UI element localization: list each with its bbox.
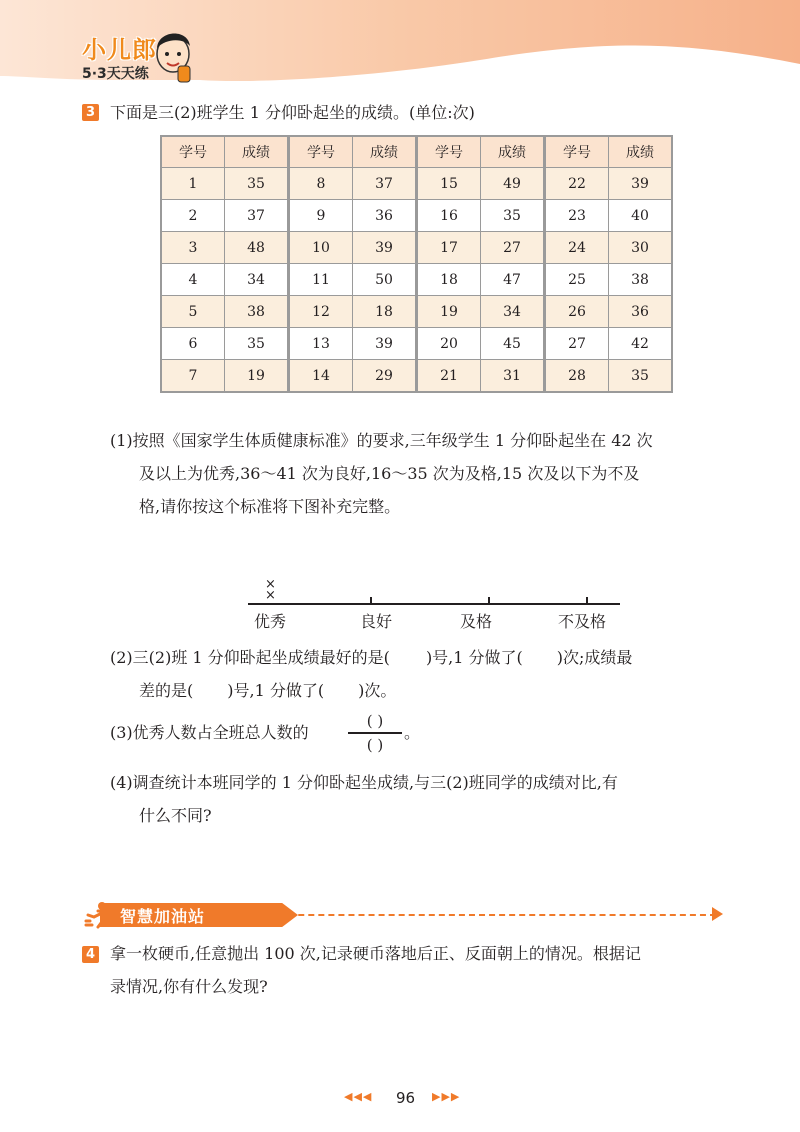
part2-text: (2)三(2)班 1 分仰卧起坐成绩最好的是( [110, 648, 390, 667]
student-id-cell: 5 [161, 296, 225, 328]
brand-logo [82, 30, 157, 83]
logo-subtitle: 5·3天天练 [82, 66, 149, 82]
score-cell: 35 [609, 360, 673, 393]
score-cell: 39 [353, 328, 417, 360]
part2-line1 [110, 641, 632, 674]
score-cell: 39 [353, 232, 417, 264]
student-id-cell: 19 [417, 296, 481, 328]
table-row [161, 328, 672, 360]
part2-text: )次;成绩最 [556, 648, 633, 667]
axis-tick [488, 597, 490, 604]
fraction-bar [348, 732, 402, 734]
fraction-denominator: ( ) [366, 735, 384, 754]
score-cell: 40 [609, 200, 673, 232]
table-header-cell: 学号 [161, 136, 225, 168]
student-id-cell: 21 [417, 360, 481, 393]
student-id-cell: 6 [161, 328, 225, 360]
student-id-cell: 22 [545, 168, 609, 200]
fraction-numerator: ( ) [366, 712, 384, 730]
answer-fraction[interactable] [348, 712, 402, 754]
part1-line1: (1)按照《国家学生体质健康标准》的要求,三年级学生 1 分仰卧起坐在 42 次 [110, 431, 653, 450]
question-4-line1: 拿一枚硬币,任意抛出 100 次,记录硬币落地后正、反面朝上的情况。根据记 [110, 944, 641, 963]
score-cell: 49 [481, 168, 545, 200]
student-id-cell: 16 [417, 200, 481, 232]
student-id-cell: 1 [161, 168, 225, 200]
table-row [161, 168, 672, 200]
axis-label-good: 良好 [360, 612, 393, 631]
student-id-cell: 3 [161, 232, 225, 264]
scores-table-body [161, 168, 672, 393]
score-cell: 42 [609, 328, 673, 360]
student-id-cell: 14 [289, 360, 353, 393]
score-cell: 27 [481, 232, 545, 264]
student-id-cell: 12 [289, 296, 353, 328]
part1-line2: 及以上为优秀,36～41 次为良好,16～35 次为及格,15 次及以下为不及 [139, 464, 640, 483]
question-4-line2: 录情况,你有什么发现? [110, 977, 268, 996]
score-cell: 38 [609, 264, 673, 296]
tally-mark: × [265, 577, 276, 592]
score-cell: 34 [225, 264, 289, 296]
student-id-cell: 13 [289, 328, 353, 360]
score-cell: 47 [481, 264, 545, 296]
score-cell: 19 [225, 360, 289, 393]
tally-mark: × [265, 588, 276, 603]
part2-text: )号,1 分做了( [425, 648, 523, 667]
table-header-cell: 成绩 [609, 136, 673, 168]
mascot-boy-icon [148, 24, 198, 86]
student-id-cell: 27 [545, 328, 609, 360]
part2-text: )次。 [358, 681, 397, 700]
table-row [161, 200, 672, 232]
table-header-row [161, 136, 672, 168]
student-id-cell: 20 [417, 328, 481, 360]
part3-text: (3)优秀人数占全班总人数的 [110, 723, 309, 742]
axis-label-excellent: 优秀 [254, 612, 287, 631]
part2-line2 [139, 674, 396, 707]
banner-label: 智慧加油站 [120, 907, 206, 926]
score-cell: 35 [481, 200, 545, 232]
question-3-number: 3 [82, 104, 99, 121]
student-id-cell: 25 [545, 264, 609, 296]
score-cell: 48 [225, 232, 289, 264]
axis-tick [586, 597, 588, 604]
student-id-cell: 2 [161, 200, 225, 232]
prev-page-arrows[interactable]: ◀◀◀ [344, 1090, 373, 1103]
student-id-cell: 8 [289, 168, 353, 200]
axis-tick [370, 597, 372, 604]
table-header-cell: 学号 [417, 136, 481, 168]
part4-line1: (4)调查统计本班同学的 1 分仰卧起坐成绩,与三(2)班同学的成绩对比,有 [110, 773, 618, 792]
question-3-prompt: 下面是三(2)班学生 1 分仰卧起坐的成绩。(单位:次) [110, 103, 475, 122]
arrow-right-icon [712, 907, 723, 921]
table-header-cell: 学号 [545, 136, 609, 168]
student-id-cell: 15 [417, 168, 481, 200]
question-4-number: 4 [82, 946, 99, 963]
score-cell: 30 [609, 232, 673, 264]
banner-dashed-line [238, 914, 716, 916]
table-header-cell: 成绩 [353, 136, 417, 168]
score-cell: 37 [353, 168, 417, 200]
part4-line2: 什么不同? [139, 806, 212, 825]
score-cell: 45 [481, 328, 545, 360]
student-id-cell: 23 [545, 200, 609, 232]
score-cell: 35 [225, 168, 289, 200]
part1-line3: 格,请你按这个标准将下图补充完整。 [139, 497, 401, 516]
score-cell: 34 [481, 296, 545, 328]
axis-label-pass: 及格 [460, 612, 493, 631]
student-id-cell: 7 [161, 360, 225, 393]
student-id-cell: 26 [545, 296, 609, 328]
part2-text: 差的是( [139, 681, 194, 700]
student-id-cell: 4 [161, 264, 225, 296]
scores-table [160, 135, 673, 393]
table-header-cell: 成绩 [481, 136, 545, 168]
running-figure-icon [84, 901, 114, 929]
table-header-cell: 成绩 [225, 136, 289, 168]
score-cell: 36 [609, 296, 673, 328]
table-row [161, 264, 672, 296]
score-cell: 18 [353, 296, 417, 328]
table-row [161, 296, 672, 328]
axis-label-fail: 不及格 [558, 612, 607, 631]
student-id-cell: 24 [545, 232, 609, 264]
score-cell: 31 [481, 360, 545, 393]
student-id-cell: 11 [289, 264, 353, 296]
student-id-cell: 28 [545, 360, 609, 393]
score-cell: 38 [225, 296, 289, 328]
table-header-cell: 学号 [289, 136, 353, 168]
part2-text: )号,1 分做了( [227, 681, 325, 700]
score-cell: 50 [353, 264, 417, 296]
next-page-arrows[interactable]: ▶▶▶ [432, 1090, 461, 1103]
score-cell: 29 [353, 360, 417, 393]
page-number: 96 [396, 1089, 416, 1107]
score-cell: 36 [353, 200, 417, 232]
student-id-cell: 10 [289, 232, 353, 264]
score-cell: 37 [225, 200, 289, 232]
score-cell: 39 [609, 168, 673, 200]
pictograph-axis [248, 603, 620, 605]
student-id-cell: 17 [417, 232, 481, 264]
table-row [161, 360, 672, 393]
part3-end: 。 [404, 723, 421, 742]
logo-title: 小儿郎 [82, 36, 157, 64]
score-cell: 35 [225, 328, 289, 360]
student-id-cell: 18 [417, 264, 481, 296]
student-id-cell: 9 [289, 200, 353, 232]
table-row [161, 232, 672, 264]
